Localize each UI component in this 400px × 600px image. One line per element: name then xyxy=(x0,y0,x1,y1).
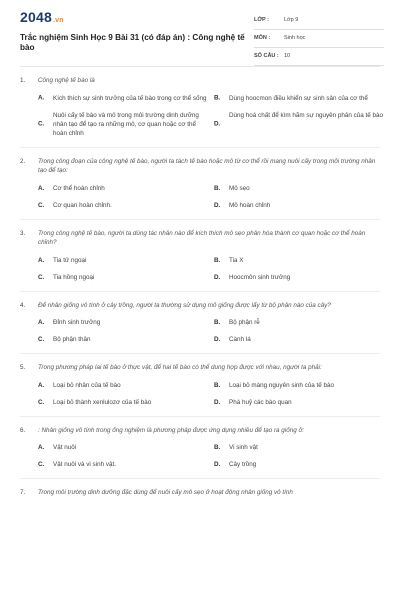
option-text: Vật nuôi và vi sinh vật. xyxy=(53,461,117,468)
page-title: Trắc nghiệm Sinh Học 9 Bài 31 (có đáp án) : Công nghệ tế bào xyxy=(20,33,245,52)
header-divider xyxy=(20,66,380,67)
option-grid xyxy=(20,318,380,344)
meta-label: LỚP : xyxy=(254,17,269,23)
question-text xyxy=(20,229,380,248)
option-text: Cơ quan hoàn chỉnh. xyxy=(53,201,112,209)
option-text: Bộ phận thân xyxy=(53,336,91,343)
option-grid xyxy=(20,381,380,407)
option-d[interactable] xyxy=(214,335,386,344)
option-text: Cơ thể hoàn chỉnh xyxy=(53,184,105,192)
option-c[interactable] xyxy=(38,398,210,407)
option-text: Tia hồng ngoại xyxy=(53,273,95,281)
option-letter: D. xyxy=(214,461,221,468)
question-1 xyxy=(20,76,384,138)
option-text: Kích thích sự sinh trưởng của tế bào trong cơ thể sống xyxy=(53,94,207,102)
question-divider xyxy=(20,416,380,417)
option-b[interactable] xyxy=(214,381,386,390)
option-letter: C. xyxy=(38,120,45,128)
option-c[interactable] xyxy=(38,335,210,344)
question-divider xyxy=(20,147,380,148)
question-prompt: Trong môi trường dinh dưỡng đặc dùng để nuôi cấy mô sẹo ở hoạt động nhân giống vô tính xyxy=(38,489,293,496)
option-letter: A. xyxy=(38,184,45,192)
option-text: Vi sinh vật xyxy=(229,444,258,451)
option-grid xyxy=(20,94,384,138)
option-b[interactable] xyxy=(214,443,386,452)
option-a[interactable] xyxy=(38,184,210,193)
question-list xyxy=(0,76,400,498)
question-number: 4. xyxy=(20,301,26,309)
option-text: Tia X xyxy=(229,256,244,264)
header xyxy=(0,0,400,62)
option-a[interactable] xyxy=(38,256,210,265)
question-number: 5. xyxy=(20,364,26,371)
option-letter: C. xyxy=(38,461,45,468)
option-text: Loại bỏ màng nguyên sinh của tế bào xyxy=(229,381,335,389)
option-a[interactable] xyxy=(38,94,210,103)
option-letter: B. xyxy=(214,319,221,326)
option-d[interactable] xyxy=(214,111,386,138)
logo-main: 2048 xyxy=(20,9,52,25)
option-b[interactable] xyxy=(214,256,386,265)
option-d[interactable] xyxy=(214,398,386,407)
question-number: 2. xyxy=(20,157,26,165)
option-letter: B. xyxy=(214,444,221,451)
option-grid xyxy=(20,256,380,282)
option-text: Cành lá xyxy=(229,336,251,343)
option-letter: C. xyxy=(38,201,45,209)
option-a[interactable] xyxy=(38,443,210,452)
option-text: Mô sẹo xyxy=(229,184,250,192)
option-text: Nuôi cấy tế bào và mô trong môi trường dinh dưỡng nhân tạo để tạo ra những mô, cơ quan hoặc cơ thể hoàn chỉnh xyxy=(53,111,199,137)
option-d[interactable] xyxy=(214,273,386,282)
question-prompt: Để nhân giống vô tính ở cây trồng, người ta thường sử dụng mô giống được lấy từ bộ phận nào của cây? xyxy=(38,301,331,309)
option-c[interactable] xyxy=(38,111,210,138)
option-letter: D. xyxy=(214,273,221,281)
option-text: Cây trồng xyxy=(229,461,257,468)
option-text: Dùng hoocmon điều khiển sự sinh sản của cơ thể xyxy=(229,94,368,102)
option-grid xyxy=(20,443,380,469)
meta-label: SỐ CÂU : xyxy=(254,53,279,59)
question-text xyxy=(20,76,380,86)
option-letter: C. xyxy=(38,398,45,406)
option-letter: A. xyxy=(38,94,45,102)
option-letter: A. xyxy=(38,319,45,326)
option-b[interactable] xyxy=(214,318,386,327)
question-prompt: Trong công đoạn của công nghệ tế bào, người ta tách tế bào hoặc mô từ cơ thể rồi mang nuôi cấy trong môi trường nhân tạo để tạo: xyxy=(38,157,376,174)
question-number: 1. xyxy=(20,77,26,84)
option-letter: D. xyxy=(214,398,221,406)
question-text xyxy=(20,363,380,373)
question-prompt: Trong phương pháp lai tế bào ở thực vật, để hai tế bào có thể dung hợp được với nhau, người ta phải: xyxy=(38,364,322,371)
option-text: Loại bỏ thành xenlulozơ của tế bào xyxy=(53,398,152,406)
question-text xyxy=(20,301,380,311)
option-letter: D. xyxy=(214,120,221,128)
option-text: Tia tử ngoại xyxy=(53,256,87,264)
question-text xyxy=(20,426,380,436)
question-number: 6. xyxy=(20,426,26,434)
option-text: Mô hoàn chỉnh xyxy=(229,201,271,209)
option-c[interactable] xyxy=(38,460,210,469)
logo-suffix: .vn xyxy=(52,17,64,24)
option-letter: C. xyxy=(38,273,45,281)
question-divider xyxy=(20,478,380,479)
site-logo[interactable] xyxy=(20,9,64,25)
option-c[interactable] xyxy=(38,201,210,210)
question-divider xyxy=(20,291,380,292)
question-5 xyxy=(20,363,380,407)
meta-label: MÔN : xyxy=(254,35,271,41)
option-text: Hoocmôn sinh trưởng xyxy=(229,273,291,281)
option-b[interactable] xyxy=(214,184,386,193)
question-prompt: : Nhân giống vô tính trong ống nghiệm là phương pháp được ứng dụng nhiều để tạo ra giống ở: xyxy=(38,426,305,434)
question-text xyxy=(20,157,380,176)
meta-value: 10 xyxy=(284,53,291,59)
option-letter: D. xyxy=(214,336,221,343)
option-letter: D. xyxy=(214,201,221,209)
question-4 xyxy=(20,301,380,345)
option-text: Bộ phận rễ xyxy=(229,319,260,326)
question-text xyxy=(20,488,380,498)
question-divider xyxy=(20,353,380,354)
meta-row-count xyxy=(254,50,384,66)
option-text: Dùng hoá chất để kìm hãm sự nguyên phân của tế bào xyxy=(229,111,384,119)
option-text: Vật nuôi xyxy=(53,444,77,451)
question-3 xyxy=(20,229,380,282)
question-prompt: Trong công nghệ tế bào, người ta dùng tác nhân nào để kích thích mô sẹo phân hóa thành cơ quan hoặc cơ thể hoàn chỉnh? xyxy=(38,229,366,246)
question-2 xyxy=(20,157,380,210)
option-d[interactable] xyxy=(214,201,386,210)
question-6 xyxy=(20,426,380,470)
meta-row-subject xyxy=(254,32,384,48)
question-divider xyxy=(20,219,380,220)
option-text: Loại bỏ nhân của tế bào xyxy=(53,381,121,389)
option-text: Đỉnh sinh trưởng xyxy=(53,319,101,326)
option-text: Phá huỷ các bào quan xyxy=(229,398,292,406)
question-number: 7. xyxy=(20,489,26,496)
question-number: 3. xyxy=(20,229,26,237)
meta-info xyxy=(254,14,384,68)
option-d[interactable] xyxy=(214,460,386,469)
option-letter: A. xyxy=(38,381,45,389)
meta-value: Sinh học xyxy=(284,35,306,41)
option-letter: B. xyxy=(214,184,221,192)
option-letter: B. xyxy=(214,256,221,264)
option-b[interactable] xyxy=(214,94,386,103)
option-letter: A. xyxy=(38,256,45,264)
option-letter: C. xyxy=(38,336,45,343)
question-prompt: Công nghệ tế bào là xyxy=(38,77,95,84)
option-letter: A. xyxy=(38,444,45,451)
option-a[interactable] xyxy=(38,318,210,327)
option-letter: B. xyxy=(214,381,221,389)
option-letter: B. xyxy=(214,94,221,102)
option-c[interactable] xyxy=(38,273,210,282)
option-grid xyxy=(20,184,380,210)
question-7 xyxy=(20,488,380,498)
meta-value: Lớp 9 xyxy=(284,17,299,23)
option-a[interactable] xyxy=(38,381,210,390)
meta-row-class xyxy=(254,14,384,30)
